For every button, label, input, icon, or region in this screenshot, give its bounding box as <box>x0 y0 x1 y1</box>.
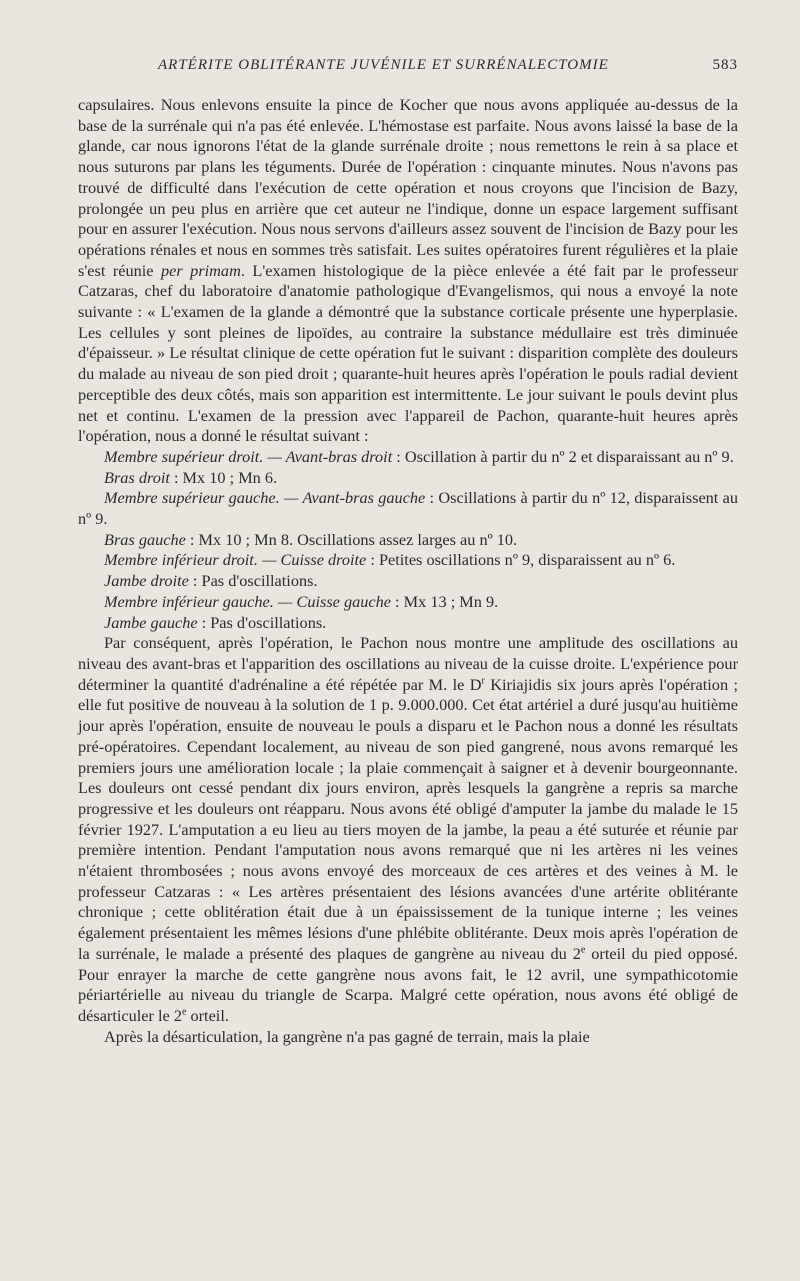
measurement-label: Membre inférieur gauche. — Cuisse gauche <box>104 591 391 611</box>
measurement-value: : Petites oscillations nº 9, disparaissent au nº 6. <box>366 550 676 570</box>
text-run: orteil du pied opposé. Pour enrayer la marche de cette gangrène nous avons fait, le 12 avril, une sympathicotomie périartérielle au niveau du triangle de Scarpa. Malgré cette opération, nous avons été obligé de désarticuler le 2 <box>78 943 739 1025</box>
page-number: 583 <box>712 57 738 73</box>
running-title: ARTÉRITE OBLITÉRANTE JUVÉNILE ET SURRÉNALECTOMIE <box>158 57 609 73</box>
measurement-value: : Mx 10 ; Mn 6. <box>169 467 278 487</box>
measurement-label: Jambe gauche <box>104 612 198 632</box>
text-run: capsulaires. Nous enlevons ensuite la pince de Kocher que nous avons appliquée au-dessus de la base de la surrénale qui n'a pas été enlevée. L'hémostase est parfaite. Nous avons laissé la base de la glande, car nous ignorons l'état de la glande surrénale droite ; nous remettons le rein à sa place et nous suturons par plans les téguments. Durée de l'opération : cinquante minutes. Nous n'avons pas trouvé de difficulté dans l'exécution de cette opération et nous croyons que l'incision de Bazy, prolongée un peu plus en arrière que cet auteur ne l'indique, donne un espace largement suffisant pour en assurer l'exécution. Nous nous servons d'ailleurs assez souvent de l'incision de Bazy pour les opérations rénales et nous en sommes très satisfait. Les suites opératoires furent régulières et la plaie s'est réunie <box>78 95 738 280</box>
italic-run: per primam <box>161 260 241 280</box>
measurement-value: : Oscillation à partir du nº 2 et disparaissant au nº 9. <box>392 446 734 466</box>
text-run: . L'examen histologique de la pièce enlevée a été fait par le professeur Catzaras, chef du laboratoire d'anatomie pathologique d'Evangelismos, qui nous a envoyé la note suivante : « L'examen de la glande a démontré que la substance corticale présente une hyperplasie. Les cellules y sont pleines de lipoïdes, au contraire la substance médullaire est très diminuée d'épaisseur. » Le résultat clinique de cette opération fut le suivant : disparition complète des douleurs du malade au niveau de son pied droit ; quarante-huit heures après l'opération le pouls radial devient perceptible des deux côtés, mais son apparition est intermittente. Le jour suivant le pouls devint plus net et continu. L'examen de la pression avec l'appareil de Pachon, quarante-huit heures après l'opération, nous a donné le résultat suivant : <box>78 260 739 446</box>
measurement-line <box>78 468 738 489</box>
measurement-label: Membre inférieur droit. — Cuisse droite <box>104 550 367 570</box>
measurement-line <box>78 530 738 551</box>
measurement-value: : Mx 10 ; Mn 8. Oscillations assez larges au nº 10. <box>185 529 518 549</box>
text-run: Après la désarticulation, la gangrène n'a pas gagné de terrain, mais la plaie <box>104 1026 590 1046</box>
measurement-line <box>78 613 738 634</box>
paragraph <box>78 633 738 1026</box>
text-run: Kiriajidis six jours après l'opération ; elle fut positive de nouveau à la solution de 1 p. 9.000.000. Cet état artériel a duré jusqu'au huitième jour après l'opération, ensuite de nouveau le pouls a disparu et le Pachon nous a donné les résultats pré-opératoires. Cependant localement, au niveau de son pied gangrené, nous avons remarqué les premiers jours une amélioration locale ; la plaie commençait à saigner et à devenir bourgeonnante. Les douleurs ont cessé pendant dix jours environ, après lesquels la gangrène a repris sa marche progressive et les douleurs ont réapparu. Nous avons été obligé d'amputer la jambe du malade le 15 février 1927. L'amputation a eu lieu au tiers moyen de la jambe, la peau a été suturée et réunie par première intention. Pendant l'amputation nous avons remarqué que ni les artères ni les veines n'étaient thrombosées ; nous avons envoyé des morceaux de ces artères et des veines à M. le professeur Catzaras : « Les artères présentaient des lésions avancées d'une artérite oblitérante chronique ; cette oblitération était due à un épaississement de la tunique interne ; les veines également présentaient les mêmes lésions d'une phlébite oblitérante. Deux mois après l'opération de la surrénale, le malade a présenté des plaques de gangrène au niveau du 2 <box>78 674 738 963</box>
measurement-line <box>78 447 738 468</box>
measurement-label: Bras gauche <box>104 529 186 549</box>
measurement-line <box>78 592 738 613</box>
measurement-label: Jambe droite <box>104 571 189 591</box>
superscript: r <box>481 675 485 687</box>
body-text <box>78 95 738 1047</box>
superscript: e <box>181 1006 187 1018</box>
measurement-line <box>78 571 738 592</box>
measurement-label: Bras droit <box>104 467 170 487</box>
text-run: orteil. <box>186 1005 229 1025</box>
measurement-label: Membre supérieur gauche. — Avant-bras gauche <box>104 488 426 508</box>
measurement-line <box>78 488 738 529</box>
measurement-value: : Pas d'oscillations. <box>188 571 318 591</box>
page-header <box>78 57 738 79</box>
measurement-value: : Oscillations à partir du nº 12, disparaissent au nº 9. <box>78 488 738 529</box>
measurement-value: : Pas d'oscillations. <box>197 612 327 632</box>
measurement-line <box>78 550 738 571</box>
text-run: Par conséquent, après l'opération, le Pachon nous montre une amplitude des oscillations au niveau des avant-bras et l'apparition des oscillations au niveau de la cuisse droite. L'expérience pour déterminer la quantité d'adrénaline a été répétée par M. le D <box>78 633 738 694</box>
measurement-label: Membre supérieur droit. — Avant-bras droit <box>104 446 393 466</box>
paragraph <box>78 95 738 447</box>
paragraph <box>78 1027 738 1048</box>
superscript: e <box>580 944 586 956</box>
measurement-value: : Mx 13 ; Mn 9. <box>390 591 499 611</box>
